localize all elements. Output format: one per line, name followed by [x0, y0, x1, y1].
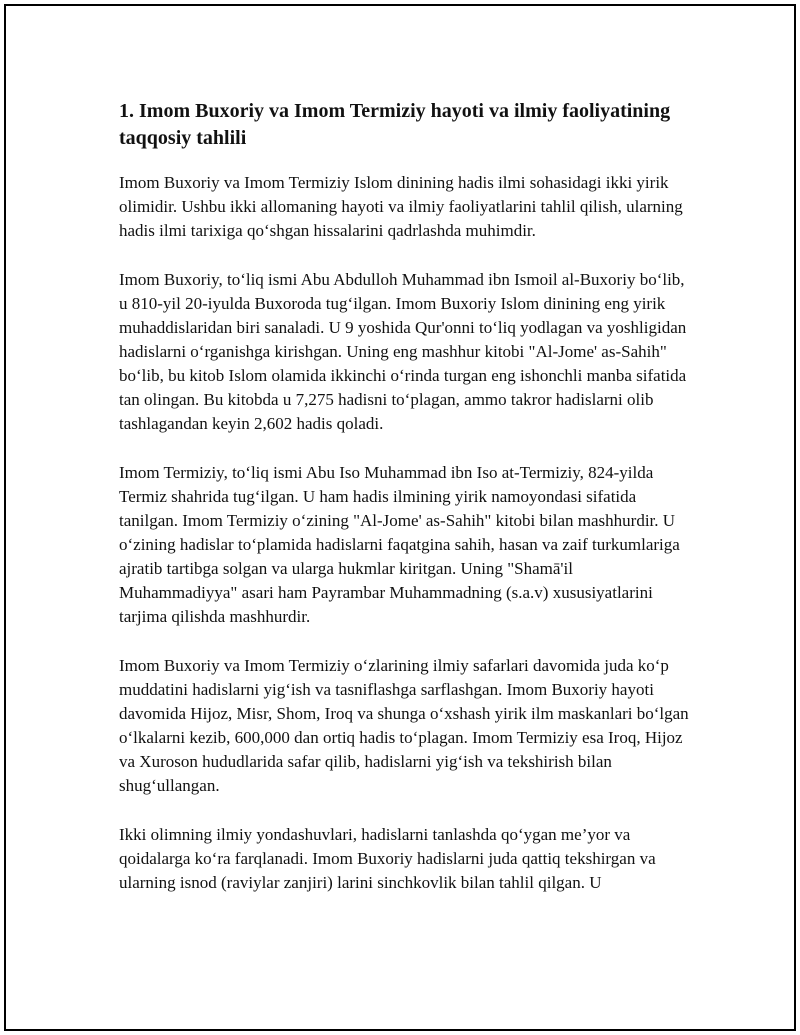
section-heading: 1. Imom Buxoriy va Imom Termiziy hayoti va ilmiy faoliyatining taqqosiy tahlili: [119, 100, 671, 149]
page-frame: [4, 4, 796, 1031]
document-body: [119, 98, 694, 920]
paragraph-travels: Imom Buxoriy va Imom Termiziy o‘zlarining ilmiy safarlari davomida juda ko‘p muddatini hadislarni yig‘ish va tasniflashga sarflashgan. Imom Buxoriy hayoti davomida Hijoz, Misr, Shom, Iroq va shunga o‘xshash yirik ilm maskanlari bo‘lgan o‘lkalarni kezib, 600,000 dan ortiq hadis to‘plagan. Imom Termiziy esa Iroq, Hijoz va Xuroson hududlarida safar qilib, hadislarni yig‘ish va tekshirish bilan shug‘ullangan.: [119, 656, 689, 795]
paragraph-approaches: Ikki olimning ilmiy yondashuvlari, hadislarni tanlashda qo‘ygan me’yor va qoidalarga ko‘ra farqlanadi. Imom Buxoriy hadislarni juda qattiq tekshirgan va ularning isnod (raviylar zanjiri) larini sinchkovlik bilan tahlil qilgan. U: [119, 825, 656, 892]
paragraph-intro: Imom Buxoriy va Imom Termiziy Islom dinining hadis ilmi sohasidagi ikki yirik olimidir. Ushbu ikki allomaning hayoti va ilmiy faoliyatlarini tahlil qilish, ularning hadis ilmi tarixiga qo‘shgan hissalarini qadrlashda muhimdir.: [119, 173, 683, 240]
paragraph-termiziy: Imom Termiziy, to‘liq ismi Abu Iso Muhammad ibn Iso at-Termiziy, 824-yilda Termiz shahrida tug‘ilgan. U ham hadis ilmining yirik namoyondasi sifatida tanilgan. Imom Termiziy o‘zining "Al-Jome' as-Sahih" kitobi bilan mashhurdir. U o‘zining hadislar to‘plamida hadislarni faqatgina sahih, hasan va zaif turkumlariga ajratib tartibga solgan va ularga hukmlar kiritgan. Uning "Shamā'il Muhammadiyya" asari ham Payrambar Muhammadning (s.a.v) xususiyatlarini tarjima qilishda mashhurdir.: [119, 463, 680, 626]
paragraph-buxoriy: Imom Buxoriy, to‘liq ismi Abu Abdulloh Muhammad ibn Ismoil al-Buxoriy bo‘lib, u 810-yil 20-iyulda Buxoroda tug‘ilgan. Imom Buxoriy Islom dinining eng yirik muhaddislaridan biri sanaladi. U 9 yoshida Qur'onni to‘liq yodlagan va yoshligidan hadislarni o‘rganishga kirishgan. Uning eng mashhur kitobi "Al-Jome' as-Sahih" bo‘lib, bu kitob Islom olamida ikkinchi o‘rinda turgan eng ishonchli manba sifatida tan olingan. Bu kitobda u 7,275 hadisni to‘plagan, ammo takror hadislarni olib tashlagandan keyin 2,602 hadis qoladi.: [119, 270, 687, 433]
